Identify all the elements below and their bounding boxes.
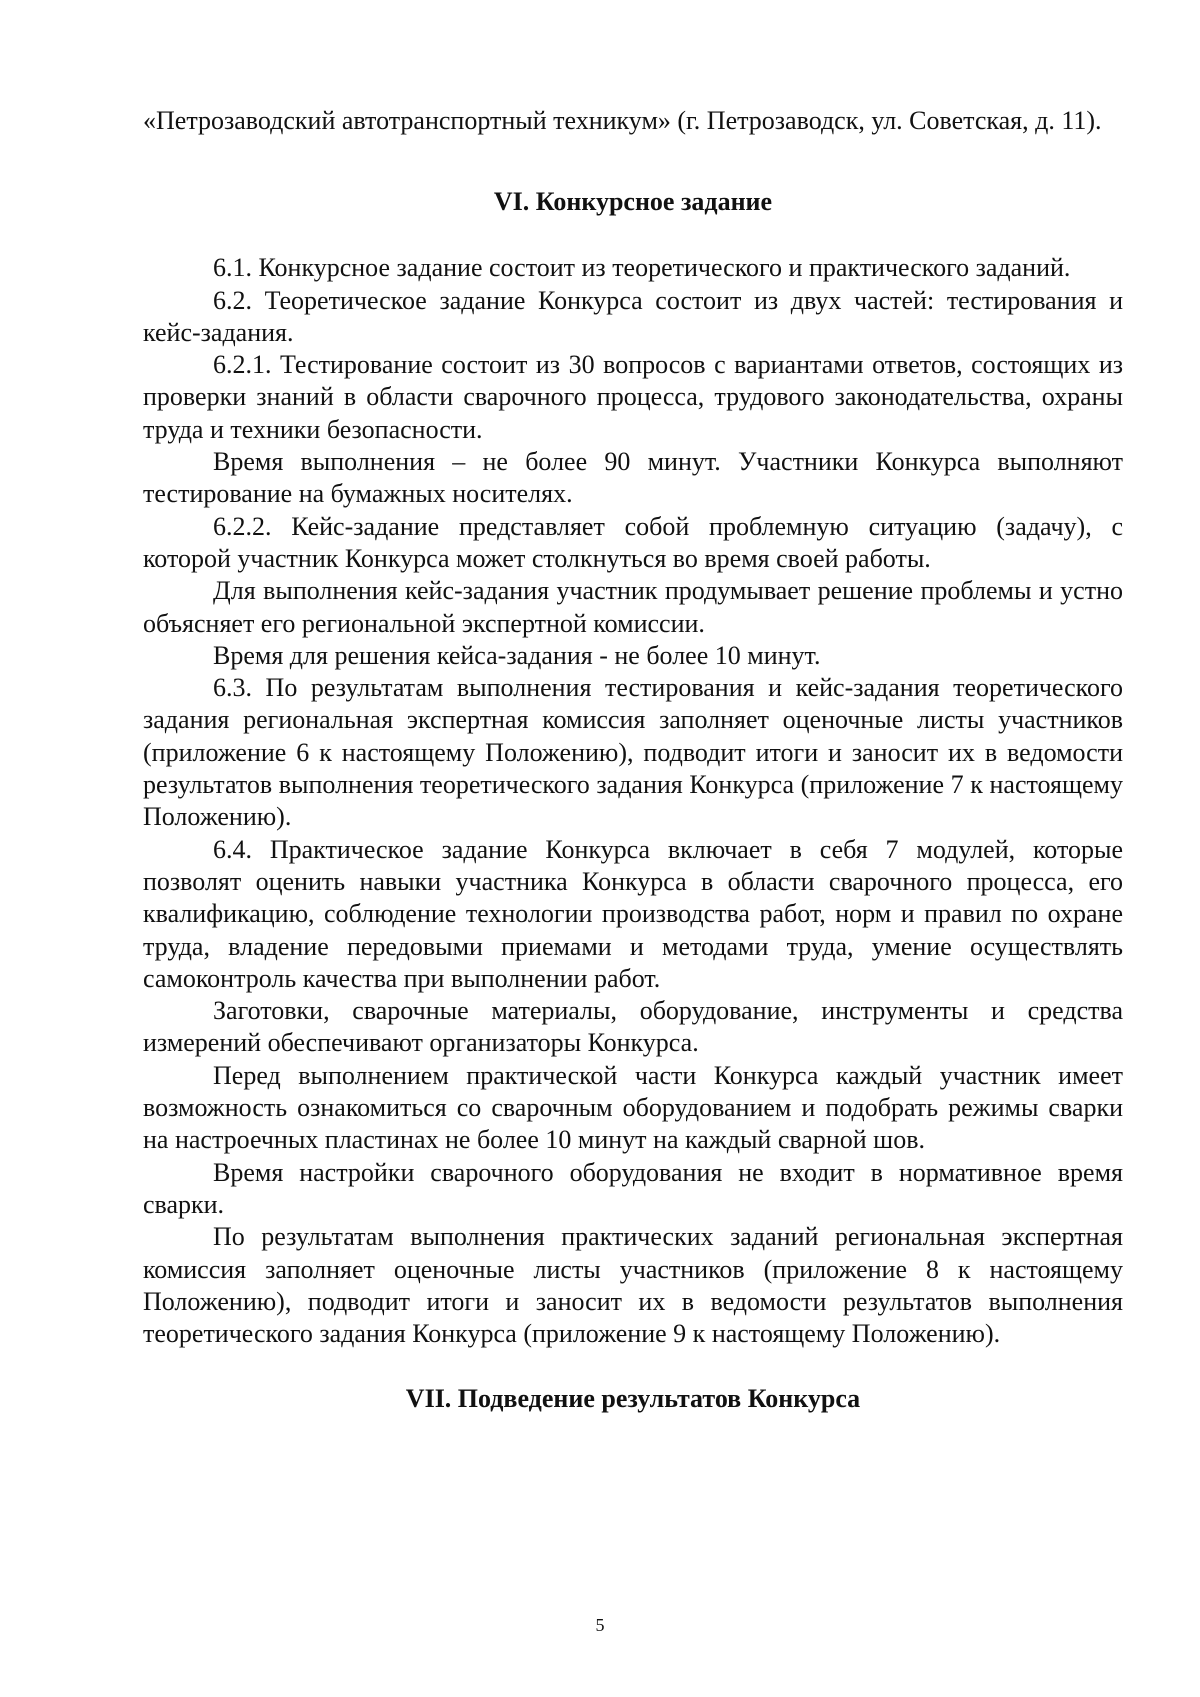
paragraph-practical-results: По результатам выполнения практических заданий региональная экспертная комиссия заполняет оценочные листы участников (приложение 8 к настоящему Положению), подводит итоги и заносит их в ведомости результатов выполнения теоретического задания Конкурса (приложение 9 к настоящему Положению).	[143, 1222, 1123, 1349]
intro-paragraph: «Петрозаводский автотранспортный техникум» (г. Петрозаводск, ул. Советская, д. 11).	[143, 106, 1102, 135]
paragraph-6-2-2: 6.2.2. Кейс-задание представляет собой проблемную ситуацию (задачу), с которой участник Конкурса может столкнуться во время своей работы.	[143, 511, 1123, 573]
paragraph-6-3: 6.3. По результатам выполнения тестирования и кейс-задания теоретического задания региональная экспертная комиссия заполняет оценочные листы участников (приложение 6 к настоящему Положению), подводит итоги и заносит их в ведомости результатов выполнения теоретического задания Конкурса (приложение 7 к настоящему Положению).	[143, 673, 1123, 832]
paragraph-6-1: 6.1. Конкурсное задание состоит из теоретического и практического заданий.	[213, 253, 1071, 283]
paragraph-test-time: Время выполнения – не более 90 минут. Участники Конкурса выполняют тестирование на бумажных носителях.	[143, 447, 1123, 509]
paragraph-materials: Заготовки, сварочные материалы, оборудование, инструменты и средства измерений обеспечивают организаторы Конкурса.	[143, 996, 1123, 1058]
paragraph-6-2-1: 6.2.1. Тестирование состоит из 30 вопросов с вариантами ответов, состоящих из проверки знаний в области сварочного процесса, трудового законодательства, охраны труда и техники безопасности.	[143, 350, 1123, 444]
paragraph-case-solution: Для выполнения кейс-задания участник продумывает решение проблемы и устно объясняет его региональной экспертной комиссии.	[143, 576, 1123, 638]
document-page	[143, 105, 1123, 1415]
paragraph-equipment-familiarization: Перед выполнением практической части Конкурса каждый участник имеет возможность ознакомиться со сварочным оборудованием и подобрать режимы сварки на настроечных пластинах не более 10 минут на каждый сварной шов.	[143, 1060, 1123, 1155]
section-7-heading: VII. Подведение результатов Конкурса	[405, 1384, 861, 1414]
section-6-heading: VI. Конкурсное задание	[493, 187, 773, 217]
paragraph-6-4: 6.4. Практическое задание Конкурса включает в себя 7 модулей, которые позволят оценить навыки участника Конкурса в области сварочного процесса, его квалификацию, соблюдение технологии производства работ, норм и правил по охране труда, владение передовыми приемами и методами труда, умение осуществлять самоконтроль качества при выполнении работ.	[143, 834, 1123, 993]
paragraph-setup-time: Время настройки сварочного оборудования не входит в нормативное время сварки.	[143, 1157, 1123, 1219]
paragraph-case-time: Время для решения кейса-задания - не более 10 минут.	[213, 640, 821, 670]
page-number: 5	[595, 1615, 605, 1635]
paragraph-6-2: 6.2. Теоретическое задание Конкурса состоит из двух частей: тестирования и кейс-задания.	[143, 285, 1123, 347]
